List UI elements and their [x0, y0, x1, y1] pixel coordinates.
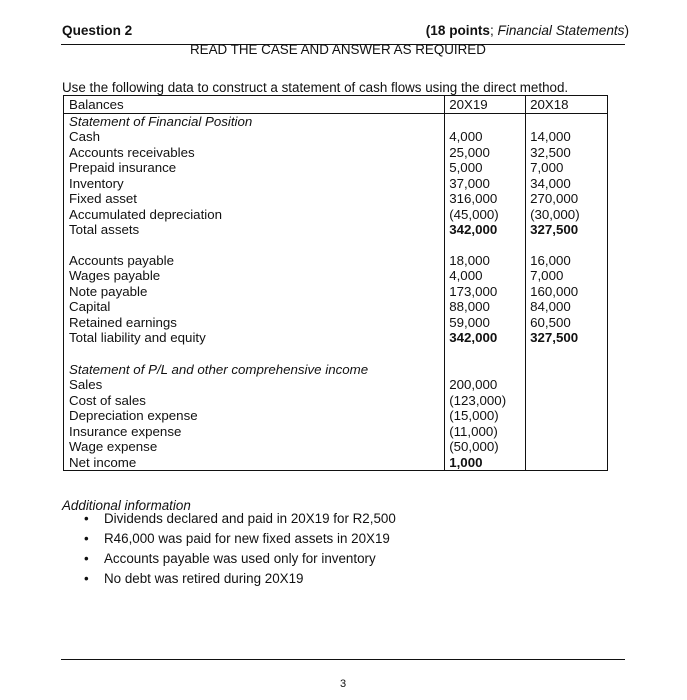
total-assets-label: Total assets [64, 222, 445, 238]
row-value-20x19: 59,000 [445, 315, 526, 331]
page-number: 3 [340, 678, 347, 690]
row-label: Capital [64, 299, 445, 315]
total-assets-20x18: 327,500 [526, 222, 608, 238]
row-value-20x18: 34,000 [526, 176, 608, 192]
row-value-20x19: (50,000) [445, 439, 526, 455]
row-value-20x18: (30,000) [526, 207, 608, 223]
row-label: Sales [64, 377, 445, 393]
table-row [64, 253, 608, 269]
net-income-20x19: 1,000 [445, 455, 526, 471]
bullet-icon: • [84, 511, 89, 526]
question-title: Question 2 [62, 23, 133, 38]
total-le-label: Total liability and equity [64, 330, 445, 346]
total-liability-equity-row [64, 330, 608, 346]
table-row [64, 408, 608, 424]
financial-data-table [63, 95, 608, 471]
row-value-20x19: (11,000) [445, 424, 526, 440]
row-label: Cash [64, 129, 445, 145]
row-label: Cost of sales [64, 393, 445, 409]
list-item-text: Dividends declared and paid in 20X19 for R2,500 [104, 511, 396, 526]
list-item-text: R46,000 was paid for new fixed assets in 20X19 [104, 531, 390, 546]
row-value-20x19: 88,000 [445, 299, 526, 315]
row-value-20x19: 316,000 [445, 191, 526, 207]
table-row [64, 299, 608, 315]
table-row [64, 176, 608, 192]
row-label: Fixed asset [64, 191, 445, 207]
section-row-sfp [64, 113, 608, 129]
table-row [64, 284, 608, 300]
table-header-row [64, 96, 608, 114]
total-assets-row [64, 222, 608, 238]
list-item [82, 569, 396, 589]
row-value-20x19: 18,000 [445, 253, 526, 269]
net-income-row [64, 455, 608, 471]
section-row-pl [64, 362, 608, 378]
row-value-20x19: 173,000 [445, 284, 526, 300]
bullet-icon: • [84, 531, 89, 546]
row-value-20x18: 7,000 [526, 268, 608, 284]
row-value-20x19: 5,000 [445, 160, 526, 176]
row-label: Wage expense [64, 439, 445, 455]
row-label: Depreciation expense [64, 408, 445, 424]
row-value-20x18: 84,000 [526, 299, 608, 315]
question-points [426, 23, 629, 38]
total-le-20x19: 342,000 [445, 330, 526, 346]
row-value-20x18: 7,000 [526, 160, 608, 176]
row-label: Accounts receivables [64, 145, 445, 161]
row-value-20x18: 270,000 [526, 191, 608, 207]
row-label: Insurance expense [64, 424, 445, 440]
row-label: Accumulated depreciation [64, 207, 445, 223]
table-row [64, 439, 608, 455]
row-value-20x18: 32,500 [526, 145, 608, 161]
table-row [64, 424, 608, 440]
table-row [64, 145, 608, 161]
row-label: Wages payable [64, 268, 445, 284]
list-item [82, 509, 396, 529]
row-value-20x19: 37,000 [445, 176, 526, 192]
total-le-20x18: 327,500 [526, 330, 608, 346]
spacer-row [64, 346, 608, 362]
additional-info-title: Additional information [62, 498, 191, 513]
total-assets-20x19: 342,000 [445, 222, 526, 238]
row-value-20x19: (15,000) [445, 408, 526, 424]
list-item [82, 549, 396, 569]
bullet-icon: • [84, 571, 89, 586]
header-balances: Balances [64, 96, 445, 114]
points-topic: Financial Statements [497, 23, 625, 38]
row-label: Accounts payable [64, 253, 445, 269]
list-item [82, 529, 396, 549]
row-label: Prepaid insurance [64, 160, 445, 176]
points-separator: ; [489, 23, 498, 38]
footer-divider [61, 659, 625, 660]
header-20x18: 20X18 [526, 96, 608, 114]
row-value-20x19: (123,000) [445, 393, 526, 409]
points-label: (18 points [425, 23, 490, 38]
row-value-20x19: 25,000 [445, 145, 526, 161]
section-title-pl: Statement of P/L and other comprehensive income [64, 362, 445, 378]
row-value-20x19: 200,000 [445, 377, 526, 393]
row-value-20x19: 4,000 [445, 129, 526, 145]
table-row [64, 160, 608, 176]
table-row [64, 315, 608, 331]
spacer-row [64, 238, 608, 253]
header-divider [61, 44, 625, 45]
row-label: Note payable [64, 284, 445, 300]
table-row [64, 191, 608, 207]
row-value-20x19: (45,000) [445, 207, 526, 223]
additional-info-list [82, 509, 396, 589]
row-value-20x18: 14,000 [526, 129, 608, 145]
bullet-icon: • [84, 551, 89, 566]
net-income-label: Net income [64, 455, 445, 471]
points-close: ) [624, 23, 629, 38]
list-item-text: Accounts payable was used only for inventory [104, 551, 376, 566]
row-value-20x18: 160,000 [526, 284, 608, 300]
table-row [64, 377, 608, 393]
table-row [64, 268, 608, 284]
intro-text: Use the following data to construct a statement of cash flows using the direct method. [62, 80, 569, 95]
table-row [64, 207, 608, 223]
row-label: Retained earnings [64, 315, 445, 331]
table-row [64, 393, 608, 409]
row-value-20x19: 4,000 [445, 268, 526, 284]
row-value-20x18: 16,000 [526, 253, 608, 269]
section-title-sfp: Statement of Financial Position [64, 113, 445, 129]
header-20x19: 20X19 [445, 96, 526, 114]
row-value-20x18: 60,500 [526, 315, 608, 331]
table-row [64, 129, 608, 145]
row-label: Inventory [64, 176, 445, 192]
list-item-text: No debt was retired during 20X19 [104, 571, 304, 586]
instruction-text: READ THE CASE AND ANSWER AS REQUIRED [190, 42, 486, 57]
